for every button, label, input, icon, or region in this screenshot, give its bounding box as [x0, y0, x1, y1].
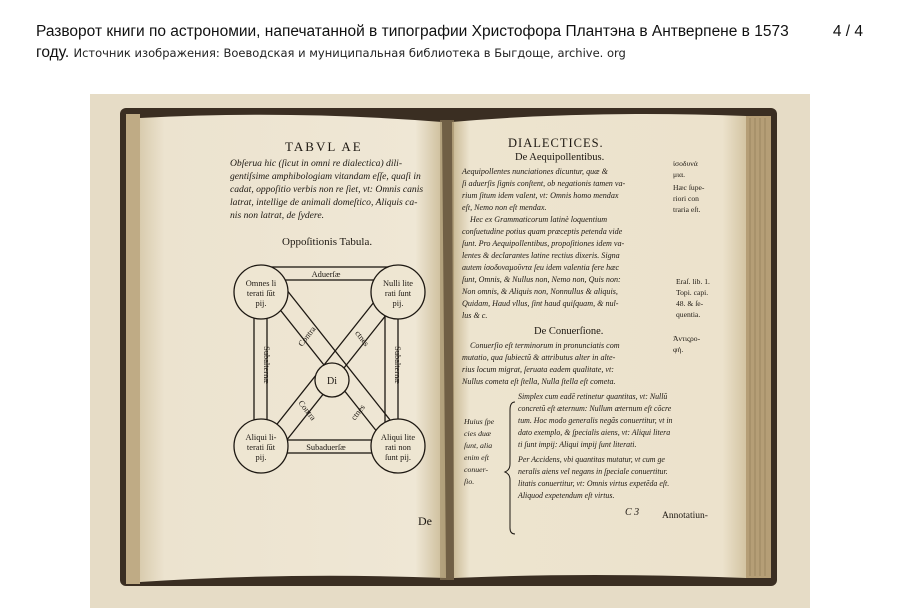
diagonal-label: ctnes: [349, 402, 367, 423]
bottom-right-text: ſunt pij.: [384, 453, 412, 462]
right-body-line: Hec ex Grammaticorum latinè loquentium: [470, 215, 608, 224]
book-photo: [90, 94, 810, 608]
margin-note-2: 48. & ſe-: [676, 299, 704, 308]
right-body-line: lus & c.: [462, 311, 488, 320]
right-body-line: eſt, Nemo non eſt mendax.: [462, 203, 547, 212]
right-body-line: litatis conuertitur, vt: Omnis virtus expetẽda eſt.: [518, 479, 670, 488]
left-body-line: cadat, oppoſitio verbis non re ſiet, vt: Omnis canis: [230, 184, 424, 195]
left-subtitle: Oppoſitionis Tabula.: [282, 236, 373, 248]
left-heading: TABVL AE: [285, 139, 363, 154]
right-body-line: lentes & declarantes latine rectius dixeris. Signa: [462, 251, 620, 260]
left-body-line: latrat, intellige de animali domeſtico, Aliquis ca-: [230, 197, 418, 208]
margin-note-3: φή.: [673, 345, 684, 354]
page-stack-right: [745, 116, 771, 578]
right-body-line: Conuerſio eſt terminorum in pronunciatis com: [470, 341, 620, 350]
right-body-line: Aliquod expetendum eſt virtus.: [518, 491, 615, 500]
top-right-text: rati ſunt: [384, 289, 412, 298]
page-stack-left: [126, 114, 140, 584]
top-left-text: terati ſūt: [246, 289, 276, 298]
margin-note-2: quentia.: [676, 310, 701, 319]
margin-note-4: Huius ſpe: [464, 417, 495, 426]
margin-note-4: enim eſt: [464, 453, 489, 462]
right-body-line: Aequipollentes nunciationes dicuntur, quæ &: [462, 167, 608, 176]
left-body-line: Obſerua hic (ſicut in omni re dialectica) dili-: [230, 158, 403, 169]
margin-note-1: ἰσοδυνά: [673, 159, 698, 168]
right-edge-label: Subalternæ: [393, 346, 402, 384]
left-edge-label: Subalternæ: [262, 346, 271, 384]
top-edge-label: Aduerſæ: [311, 270, 341, 279]
diagonal-label: ctnes: [353, 328, 371, 349]
bottom-left-text: terati ſūt: [246, 443, 276, 452]
top-left-text: pij.: [255, 299, 267, 308]
right-body-line: Quidam, Haud vllus, ſint haud quiſquam, & nul-: [462, 299, 619, 308]
right-body-line: rius locum migrat, ſeruata eadem qualitate, vt:: [462, 365, 614, 374]
right-body-line: Nullus cometa eſt ſtella, Nulla ſtella eſt cometa.: [462, 377, 616, 386]
margin-note-1: μια.: [673, 170, 685, 179]
margin-note-3: Ἀντιςρο-: [673, 334, 701, 343]
section-aequipollentibus: De Aequipollentibus.: [515, 152, 605, 163]
top-right-text: Nulli lite: [382, 279, 414, 288]
caption-title: Разворот книги по астрономии, напечатанной в типографии Христофора Плантэна в Антверпене в 1573 году.: [36, 23, 789, 61]
top-right-text: pij.: [392, 299, 404, 308]
bottom-edge-label: Subaduerſæ: [306, 443, 346, 452]
center-text: Di: [327, 376, 337, 387]
right-body-line: rium ſitum idem valent, vt: Omnis homo mendax: [462, 191, 619, 200]
left-body-line: nis non latrat, de ſydere.: [230, 210, 324, 221]
right-body-line: concretũ eſt æternum: Nullum æternum eſt cõcre: [518, 404, 672, 413]
bottom-right-text: Aliqui lite: [380, 433, 416, 442]
right-body-line: dato exemplo, & ſpecialis aiens, vt: Aliqui litera: [518, 428, 671, 437]
right-body-line: mutatio, qua ſubiectũ & attributus alter in alte-: [462, 353, 616, 362]
right-body-line: Non omnis, & Aliquis non, Nonnullus & aliquis,: [462, 287, 618, 296]
right-catchword: Annotatiun-: [662, 511, 708, 521]
right-body-line: neralis aiens vel negans in ſpeciale conuertitur.: [518, 467, 668, 476]
margin-note-4: ſunt, alia: [464, 441, 493, 450]
right-body-line: autem ἰσοδυναμοῦντα ſeu idem valentia fere hæc: [462, 263, 620, 272]
left-body-line: gentiſsime amphibologiam vitandam eſſe, quaſi in: [230, 171, 421, 182]
caption-source: Источник изображения: Воеводская и муниципальная библиотека в Быгдоще, archive. org: [73, 46, 626, 60]
signature-mark: C 3: [625, 507, 640, 518]
right-body-line: Per Accidens, vbi quantitas mutatur, vt cum ge: [518, 455, 665, 464]
margin-note-4: cies duæ: [464, 429, 492, 438]
bottom-right-text: rati non: [385, 443, 411, 452]
margin-note-1: traria eſt.: [673, 205, 701, 214]
right-body-line: conſuetudine potius quam præceptis petenda vide: [462, 227, 623, 236]
diagonal-label: Contra: [296, 324, 318, 349]
right-body-line: ti ſunt impij: Aliqui impij ſunt literati.: [518, 440, 637, 449]
margin-note-1: riori con: [673, 194, 699, 203]
image-caption: [36, 21, 796, 64]
diagonal-label: Contra: [296, 398, 318, 423]
bottom-left-text: pij.: [255, 453, 267, 462]
margin-note-4: conuer-: [464, 465, 489, 474]
gutter: [440, 120, 454, 580]
right-heading: DIALECTICES.: [508, 136, 604, 150]
left-catchword: De: [418, 514, 432, 528]
right-body-line: Simplex cum eadē retinetur quantitas, vt: Nullũ: [518, 392, 668, 401]
right-body-line: tum. Hoc modo generalis negãs conuertitur, vt in: [518, 416, 673, 425]
book-spread: [90, 94, 810, 608]
margin-note-1: Hæc ſupe-: [673, 183, 705, 192]
slide-counter: 4 / 4: [832, 23, 863, 40]
bottom-left-text: Aliqui li-: [245, 433, 277, 442]
right-body-line: ſunt, Omnis, & Nullus non, Nemo non, Quis non:: [462, 275, 621, 284]
right-body-line: ſi aduerſis ſignis conſtent, ob negationis tamen va-: [462, 179, 626, 188]
top-left-text: Omnes li: [245, 279, 277, 288]
margin-note-2: Eraſ. lib. 1.: [676, 277, 710, 286]
section-conuersione: De Conuerſione.: [534, 326, 604, 337]
right-body-line: ſunt. Pro Aequipollentibus, propoſitiones idem va-: [462, 239, 625, 248]
margin-note-4: ſio.: [464, 477, 475, 486]
margin-note-2: Topi. capi.: [676, 288, 709, 297]
